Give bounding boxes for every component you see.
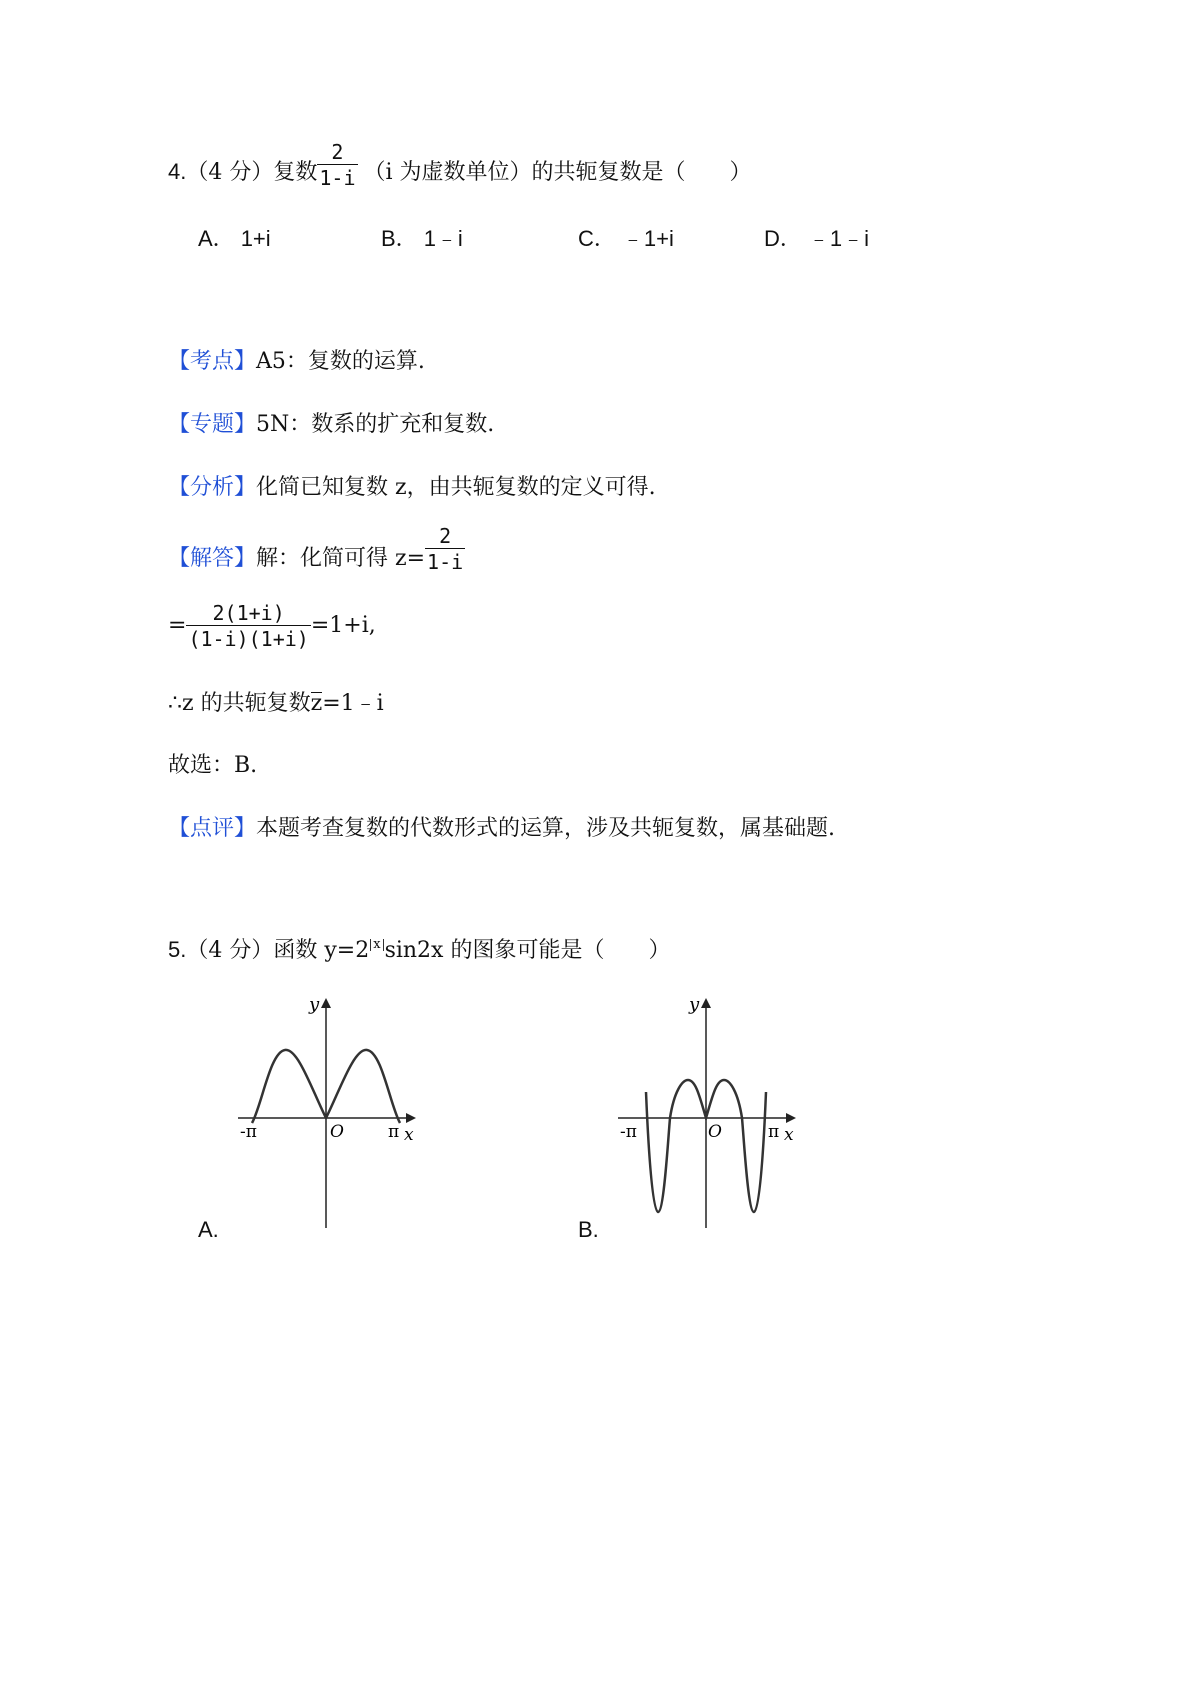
q4-option-d[interactable] [764, 222, 869, 253]
graph-b-y-label: y [689, 994, 700, 1015]
q4-option-c[interactable] [578, 222, 674, 253]
conjugate-z: z [310, 691, 323, 716]
dianping-tag: 【点评】 [168, 816, 257, 841]
q4-option-c-label: C． [578, 226, 616, 251]
q4-option-b-label: B． [381, 226, 418, 251]
step2-fraction [186, 603, 310, 649]
q5-lead: 函数 y=2 [273, 938, 370, 963]
step2-frac-den: (1-i)(1+i) [188, 627, 309, 651]
graph-b-y-arrow [701, 998, 711, 1008]
q5-points: （4 分） [186, 938, 274, 963]
graph-b-neg-pi: -π [620, 1122, 637, 1142]
graph-a-x-arrow [406, 1113, 416, 1123]
guxuan-line: 故选：B. [168, 753, 258, 778]
graph-b-x-label: x [784, 1125, 794, 1145]
fenxi-tag: 【分析】 [168, 475, 257, 500]
graph-b-option-label[interactable]: B. [578, 1217, 599, 1242]
kaodian-text: A5：复数的运算. [256, 349, 425, 374]
jieda-text: 解：化简可得 z= [256, 546, 426, 571]
q4-option-b-text: 1﹣i [423, 226, 463, 251]
step2-line [168, 598, 376, 654]
step3-pre: ∴z 的共轭复数 [168, 691, 311, 716]
q4-option-a[interactable] [198, 222, 271, 253]
fenxi-line [168, 470, 656, 501]
jieda-frac-den: 1-i [427, 550, 464, 574]
q4-option-d-text: ﹣1﹣i [807, 226, 870, 251]
q4-frac-num: 2 [331, 140, 344, 164]
q4-option-a-label: A． [198, 226, 235, 251]
jieda-frac-num: 2 [439, 524, 452, 548]
dianping-text: 本题考查复数的代数形式的运算，涉及共轭复数，属基础题. [256, 816, 836, 841]
q4-option-a-text: 1+i [240, 226, 271, 251]
q4-option-b[interactable] [381, 222, 463, 253]
q4-tail: （i 为虚数单位）的共轭复数是（ ） [363, 160, 752, 185]
kaodian-tag: 【考点】 [168, 349, 257, 374]
q4-number: 4. [168, 159, 187, 184]
q4-lead: 复数 [273, 160, 318, 185]
graph-a-option-label[interactable]: A. [198, 1217, 219, 1242]
q5-number: 5. [168, 937, 187, 962]
graph-b-origin: O [708, 1122, 722, 1142]
zhuanti-tag: 【专题】 [168, 412, 257, 437]
q4-option-d-label: D． [764, 226, 802, 251]
graph-a-y-label: y [309, 994, 320, 1015]
graph-a-neg-pi: -π [240, 1122, 257, 1142]
kaodian-line [168, 344, 425, 375]
graph-a-pi: π [388, 1122, 400, 1142]
step2-frac-num: 2(1+i) [212, 601, 285, 625]
jieda-line [168, 526, 465, 576]
graph-b [610, 990, 810, 1235]
zhuanti-text: 5N：数系的扩充和复数. [256, 412, 495, 437]
step2-eq: = [168, 613, 187, 638]
fenxi-text: 化简已知复数 z，由共轭复数的定义可得. [256, 475, 656, 500]
graph-b-x-arrow [786, 1113, 796, 1123]
q4-frac-den: 1-i [319, 166, 356, 190]
q4-option-c-text: ﹣1+i [621, 226, 674, 251]
graph-b-pi: π [768, 1122, 780, 1142]
q5-stem [168, 933, 670, 964]
graph-a-y-arrow [321, 998, 331, 1008]
zhuanti-line [168, 407, 494, 438]
jieda-fraction [425, 526, 465, 572]
q4-stem [168, 140, 752, 190]
q5-exponent: x [370, 939, 383, 951]
q4-points: （4 分） [186, 160, 274, 185]
graph-a [230, 990, 430, 1235]
step3-post: =1﹣i [322, 691, 384, 716]
q5-tail: sin2x 的图象可能是（ ） [384, 938, 671, 963]
step3-line [168, 686, 384, 717]
graph-a-origin: O [330, 1122, 344, 1142]
graph-a-x-label: x [404, 1125, 414, 1145]
jieda-tag: 【解答】 [168, 546, 257, 571]
q4-fraction [317, 142, 357, 188]
step2-tail: =1+i, [310, 613, 376, 638]
dianping-line [168, 811, 835, 842]
